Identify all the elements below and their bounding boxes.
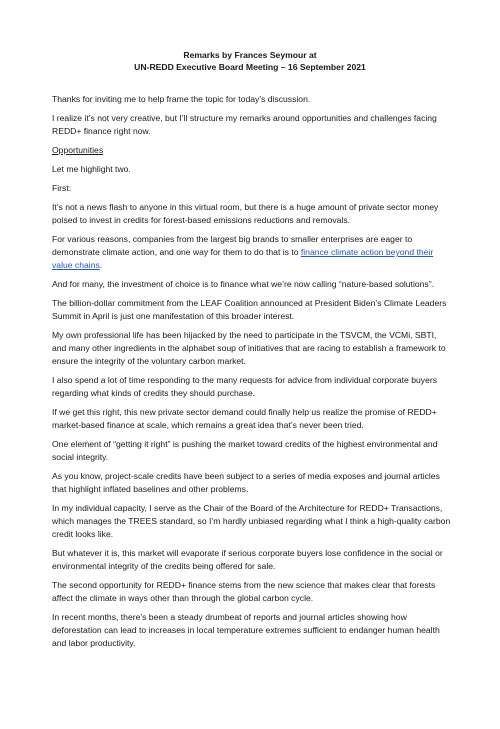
value-chains-link[interactable]: finance climate action beyond their value chains	[52, 247, 434, 270]
paragraph: Let me highlight two.	[52, 164, 131, 174]
paragraph: The billion-dollar commitment from the LEAF Coalition announced at President Biden’s Climate Leaders Summit in April is just one manifestation of this broader interest.	[52, 298, 447, 321]
document-subtitle: UN-REDD Executive Board Meeting – 16 September 2021	[134, 62, 366, 72]
paragraph: It’s not a news flash to anyone in this virtual room, but there is a huge amount of private sector money poised to invest in credits for forest-based emissions reductions and removals.	[52, 202, 439, 225]
paragraph-text: For various reasons, companies from the largest big brands to smaller enterprises are eager to demonstrate climate action, and one way for them to do that is to	[52, 234, 413, 257]
paragraph: The second opportunity for REDD+ finance stems from the new science that makes clear that forests affect the climate in ways other than through the global carbon cycle.	[52, 580, 436, 603]
paragraph: Thanks for inviting me to help frame the topic for today’s discussion.	[52, 94, 311, 104]
paragraph: If we get this right, this new private sector demand could finally help us realize the promise of REDD+ market-based finance at scale, which remains a great idea that’s never been tried.	[52, 407, 437, 430]
section-heading: Opportunities	[52, 145, 104, 155]
paragraph: One element of “getting it right” is pushing the market toward credits of the highest environmental and social integrity.	[52, 439, 438, 462]
paragraph: But whatever it is, this market will evaporate if serious corporate buyers lose confidence in the social or environmental integrity of the credits being offered for sale.	[52, 548, 443, 571]
document-title: Remarks by Frances Seymour at	[183, 50, 317, 60]
paragraph: In recent months, there’s been a steady drumbeat of reports and journal articles showing how deforestation can lead to increases in local temperature extremes sufficient to endanger human health and labor productivity.	[52, 612, 440, 648]
paragraph: I also spend a lot of time responding to the many requests for advice from individual corporate buyers regarding what kinds of credits they should purchase.	[52, 375, 438, 398]
paragraph: And for many, the investment of choice is to finance what we’re now calling “nature-based solutions”.	[52, 279, 434, 289]
paragraph: My own professional life has been hijacked by the need to participate in the TSVCM, the VCMi, SBTI, and many other ingredients in the alphabet soup of initiatives that are racing to establish a framework to ensure the integrity of the voluntary carbon market.	[52, 330, 446, 366]
paragraph-text: .	[99, 260, 103, 270]
paragraph: As you know, project-scale credits have been subject to a series of media exposes and journal articles that highlight inflated baselines and other problems.	[52, 471, 440, 494]
paragraph: I realize it’s not very creative, but I’ll structure my remarks around opportunities and challenges facing REDD+ finance right now.	[52, 113, 437, 136]
paragraph-with-link	[52, 233, 452, 272]
paragraph: First:	[52, 183, 72, 193]
document-body	[52, 93, 452, 656]
paragraph: In my individual capacity, I serve as the Chair of the Board of the Architecture for REDD+ Transactions, which manages the TREES standard, so I’m hardly unbiased regarding what I think a high-quality carbon credit looks like.	[52, 503, 451, 539]
